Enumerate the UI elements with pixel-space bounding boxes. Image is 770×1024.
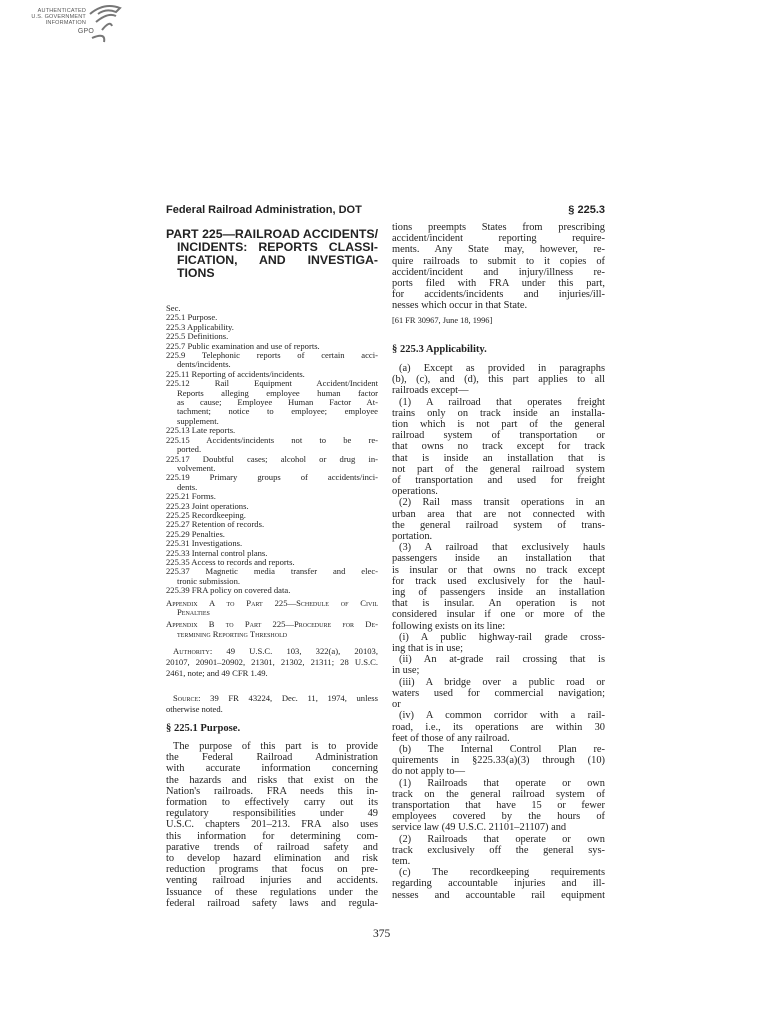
text-line: considered insular if one or more of the [392,609,605,621]
toc-appendix [166,599,378,618]
toc-entry [166,351,378,370]
paragraph [392,632,605,654]
text-line: 225.27 Retention of records. [166,520,265,530]
toc-entry [166,492,378,501]
text-line: dents/incidents. [177,360,231,370]
toc-entry [166,313,378,322]
toc-entry [166,511,378,520]
text-line: as cause; Employee Human Factor At- [177,398,378,408]
authority-note [166,646,378,679]
text-line: (iii) A bridge over a public road or [399,676,605,688]
paragraph [392,542,605,632]
title-line: FICATION, AND INVESTIGA- [177,254,378,267]
part-title [166,228,378,280]
running-head-section: § 225.3 [568,204,605,216]
text-line: railroad system of transportation or [392,430,605,442]
toc-entry [166,520,378,529]
text-line: (c) The recordkeeping requirements [399,867,605,879]
text-line: U.S.C. chapters 201–213. FRA also uses [166,819,378,831]
toc-entry [166,436,378,455]
text-line: with accurate information concerning [166,763,378,775]
text-line: Issuance of these regulations under the [166,886,378,898]
continued-paragraph [392,222,605,312]
text-line: 225.15 Accidents/incidents not to be re- [166,435,378,445]
title-line: PART 225—RAILROAD ACCIDENTS/ [166,228,378,241]
text-line: for accidents/incidents and injuries/ill- [392,289,605,301]
text-line: passengers inside an installation that [392,553,605,565]
text-line: or [392,699,401,711]
text-line: in use; [392,665,420,677]
text-line: dents. [177,482,198,492]
text-line: (1) Railroads that operate or own [399,777,605,789]
paragraph [392,710,605,744]
text-line: this information for determining com- [166,830,378,842]
note-label: Authority: [173,646,213,656]
text-line: 225.12 Rail Equipment Accident/Incident [166,379,378,389]
text-line: supplement. [177,416,219,426]
seal-gpo: GPO [77,28,94,35]
text-line: trains only on track inside an installa- [392,407,605,419]
note-label: Source: [173,693,201,703]
text-line: 225.21 Forms. [166,492,216,502]
text-line: tions preempts States from prescribing [392,222,605,233]
text-line [166,657,378,668]
text-line: that owns no track except for track [392,441,605,453]
toc-entry [166,332,378,341]
paragraph [392,654,605,676]
text-line: formation to effectively carry out its [166,797,378,809]
paragraph [392,834,605,868]
text-line: quirements in §225.33(a)(3) through (10) [392,755,605,767]
running-head-agency: Federal Railroad Administration, DOT [166,204,362,216]
text-line: the general railroad system of trans- [392,519,605,531]
toc-entry [166,455,378,474]
text-line [166,668,378,679]
toc-entry [166,426,378,435]
text-line: Nation's railroads. FRA needs this in- [166,785,378,797]
text-line: Appendix A to Part 225—Schedule of Civil [166,598,378,608]
text-line: portation. [392,531,433,543]
toc-entry [166,549,378,558]
text-line: do not apply to— [392,766,466,778]
paragraph [392,677,605,711]
text-line: 225.9 Telephonic reports of certain acci- [166,351,378,361]
toc-entry [166,370,378,379]
text-line: service law (49 U.S.C. 21101–21107) and [392,822,567,834]
text-line: 225.1 Purpose. [166,313,218,323]
paragraph [166,741,378,909]
toc-entry [166,342,378,351]
text-line: tachment; notice to employee; employee [177,407,378,417]
text-line: road, i.e., its operations are within 30 [392,721,605,733]
text-line: 225.17 Doubtful cases; alcohol or drug in- [166,454,378,464]
source-note [166,693,378,715]
text-line: (1) A railroad that operates freight [399,396,605,408]
table-of-contents [166,304,378,639]
text-line: reduction programs that focus on pre- [166,864,378,876]
text-line: (b) The Internal Control Plan re- [399,743,605,755]
text-line: 225.37 Magnetic media transfer and elec- [166,567,378,577]
text-line: tronic submission. [177,576,241,586]
seal-text: INFORMATION [45,20,86,26]
text-line: 225.33 Internal control plans. [166,548,268,558]
text-line: tem. [392,855,411,867]
text-line: the Federal Railroad Administration [166,752,378,764]
toc-entry [166,473,378,492]
text-line: The purpose of this part is to provide [173,741,378,752]
text-line: tion which is not part of the general [392,419,605,431]
text-line: operations. [392,486,438,498]
eagle-icon [86,2,126,44]
text-line: for track used exclusively for the haul- [392,575,605,587]
text-line: railroads except— [392,385,469,397]
paragraph [392,363,605,397]
text-line: 225.29 Penalties. [166,529,225,539]
text-line: 225.23 Joint operations. [166,501,249,511]
text-line [166,704,378,715]
text-line: track on the general railroad system of [392,788,605,800]
toc-entry [166,323,378,332]
text-line: track exclusively off the general sys- [392,844,605,856]
text-line: following exists on its line: [392,620,506,632]
text-line: accident/incident and injury/illness re- [392,266,605,278]
toc-entry [166,558,378,567]
text-line: regulatory responsibilities under 49 [166,808,378,820]
text-line: 225.19 Primary groups of accidents/inci- [166,473,378,483]
text-line: 225.25 Recordkeeping. [166,510,246,520]
text-line: ported. [177,445,202,455]
text-line: 225.31 Investigations. [166,539,243,549]
section-225-3-text [392,363,605,901]
title-line: INCIDENTS: REPORTS CLASSI- [177,241,378,254]
paragraph [392,744,605,778]
text-line: (a) Except as provided in paragraphs [399,363,605,374]
text-line: termining Reporting Threshold [177,629,288,639]
text-line: (i) A public highway-rail grade cross- [399,631,605,643]
text-line: 225.39 FRA policy on covered data. [166,586,291,596]
section-225-1-text [166,741,378,909]
text-line: urban area that are not connected with [392,508,605,520]
paragraph [392,397,605,498]
toc-entry [166,379,378,426]
text-line: 225.3 Applicability. [166,322,234,332]
text-line: (b), (c), and (d), this part applies to all [392,374,605,386]
text-line: ports filed with FRA under this part, [392,278,605,290]
text-line: nesses which occur in that State. [392,300,528,312]
text-line: venting railroad injuries and accidents. [166,875,378,887]
text-line: nesses and accountable rail equipment [392,889,605,901]
text-line: accident/incident reporting require- [392,233,605,245]
gpo-authentication-seal [28,2,128,44]
text-line: 225.5 Definitions. [166,332,229,342]
text-line: transportation that have 15 or fewer [392,799,605,811]
text-line: ing that is in use; [392,643,463,655]
text-line: that is inside an installation that is [392,452,605,464]
text-line: 225.11 Reporting of accidents/incidents. [166,369,305,379]
text-line: Penalties [177,608,210,617]
text-line: 225.7 Public examination and use of reports. [166,341,320,351]
text-line: Appendix B to Part 225—Procedure for De- [166,620,378,630]
text-line: 225.35 Access to records and reports. [166,557,295,567]
note-text: otherwise noted. [166,704,223,714]
text-line: quire railroads to submit to it copies of [392,255,605,267]
text-line: ments. Any State may, however, re- [392,244,605,256]
text-line [166,693,378,704]
toc-entry [166,539,378,548]
toc-entry [166,502,378,511]
text-line: of transportation and used for freight [392,475,605,487]
toc-label: Sec. [166,303,181,313]
text-line: (2) Rail mass transit operations in an [399,497,605,509]
text-line: Reports alleging employee human factor [177,388,378,398]
toc-entry [166,530,378,539]
text-line: employees covered by the hours of [392,811,605,823]
toc-entry [166,586,378,595]
text-line: (2) Railroads that operate or own [399,833,605,845]
text-line: 225.13 Late reports. [166,426,236,436]
text-line: to develop hazard elimination and risk [166,853,378,865]
note-text: 49 U.S.C. 103, 322(a), 20103, [212,646,378,656]
text-line: parative trends of railroad safety and [166,841,378,853]
seal-text: AUTHENTICATED [37,8,86,14]
text-line: the hazards and risks that exist on the [166,774,378,786]
text-line: volvement. [177,463,216,473]
text-line: feet of those of any railroad. [392,732,510,744]
text-line: federal railroad safety laws and regula- [166,897,378,909]
citation: [61 FR 30967, June 18, 1996] [392,316,493,325]
text-line: is insular or that owns no track except [392,564,605,576]
toc-appendix [166,620,378,639]
text-line: (iv) A common corridor with a rail- [399,710,605,722]
continued-text [392,222,605,312]
text-line: (ii) An at-grade rail crossing that is [399,654,605,666]
paragraph [392,867,605,901]
text-line: that is insular. An operation is not [392,598,605,610]
section-heading-225-3: § 225.3 Applicability. [392,344,487,355]
text-line [166,646,378,657]
toc-entry [166,567,378,586]
text-line: regarding accountable injuries and ill- [392,878,605,890]
text-line: (3) A railroad that exclusively hauls [399,542,605,554]
section-heading-225-1: § 225.1 Purpose. [166,723,241,734]
seal-text: U.S. GOVERNMENT [31,14,86,20]
title-line: TIONS [177,267,215,280]
text-line: not part of the general railroad system [392,463,605,475]
text-line: waters used for commercial navigation; [392,687,605,699]
note-text: 20107, 20901–20902, 21301, 21302, 21311; 28 U.S.C. [166,657,378,667]
note-text: 2461, note; and 49 CFR 1.49. [166,668,268,678]
note-text: 39 FR 43224, Dec. 11, 1974, unless [200,693,378,703]
paragraph [392,778,605,834]
paragraph [392,497,605,542]
page-number: 375 [373,928,391,940]
text-line: ing of passengers inside an installation [392,587,605,599]
